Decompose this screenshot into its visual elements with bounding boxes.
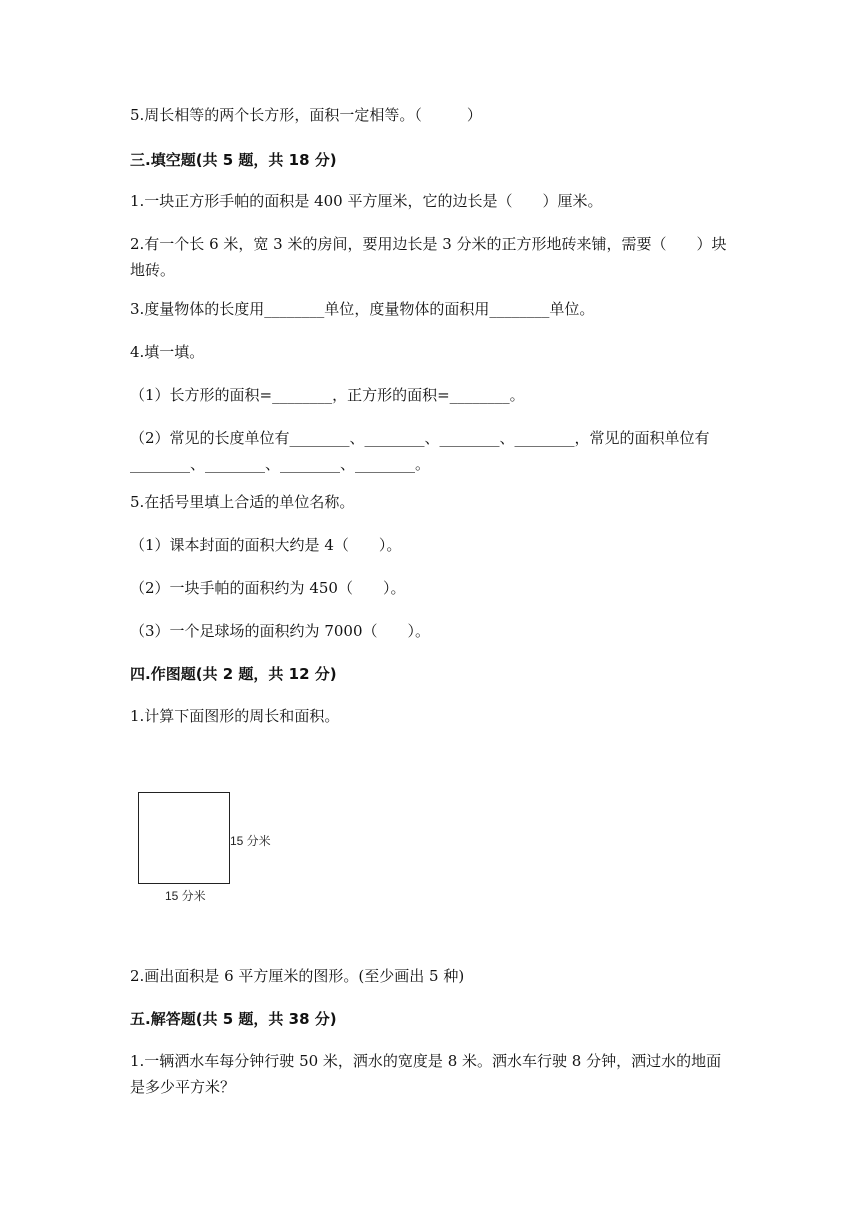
section-5-heading: 五.解答题(共 5 题，共 38 分) bbox=[130, 1010, 337, 1028]
question-5-judge: 5.周长相等的两个长方形，面积一定相等。（ ） bbox=[130, 106, 482, 124]
square-bottom-label: 15 分米 bbox=[165, 889, 206, 903]
fill-question-1: 1.一块正方形手帕的面积是 400 平方厘米，它的边长是（ ）厘米。 bbox=[130, 192, 603, 210]
drawing-question-1: 1.计算下面图形的周长和面积。 bbox=[130, 707, 340, 725]
fill-question-5: 5.在括号里填上合适的单位名称。 bbox=[130, 493, 355, 511]
fill-question-4: 4.填一填。 bbox=[130, 343, 205, 361]
section-3-heading: 三.填空题(共 5 题，共 18 分) bbox=[130, 151, 337, 169]
solve-question-1: 1.一辆洒水车每分钟行驶 50 米，洒水的宽度是 8 米。洒水车行驶 8 分钟，洒过水的地面是多少平方米？ bbox=[130, 1052, 722, 1096]
drawing-question-2: 2.画出面积是 6 平方厘米的图形。(至少画出 5 种) bbox=[130, 967, 465, 985]
fill-question-2: 2.有一个长 6 米，宽 3 米的房间，要用边长是 3 分米的正方形地砖来铺，需要（ ）块地砖。 bbox=[130, 235, 727, 279]
square-figure bbox=[138, 792, 230, 884]
fill-question-5-part-1: （1）课本封面的面积大约是 4（ ）。 bbox=[130, 536, 402, 554]
square-side-label: 15 分米 bbox=[230, 834, 271, 848]
section-4-heading: 四.作图题(共 2 题，共 12 分) bbox=[130, 665, 337, 683]
fill-question-4-part-1: （1）长方形的面积=________，正方形的面积=________。 bbox=[130, 386, 525, 404]
fill-question-4-part-2: （2）常见的长度单位有________、________、________、________，常见的面积单位有________、________、________、________。 bbox=[130, 429, 710, 473]
fill-question-3: 3.度量物体的长度用________单位，度量物体的面积用________单位。 bbox=[130, 300, 595, 318]
fill-question-5-part-2: （2）一块手帕的面积约为 450（ ）。 bbox=[130, 579, 406, 597]
fill-question-5-part-3: （3）一个足球场的面积约为 7000（ ）。 bbox=[130, 622, 430, 640]
